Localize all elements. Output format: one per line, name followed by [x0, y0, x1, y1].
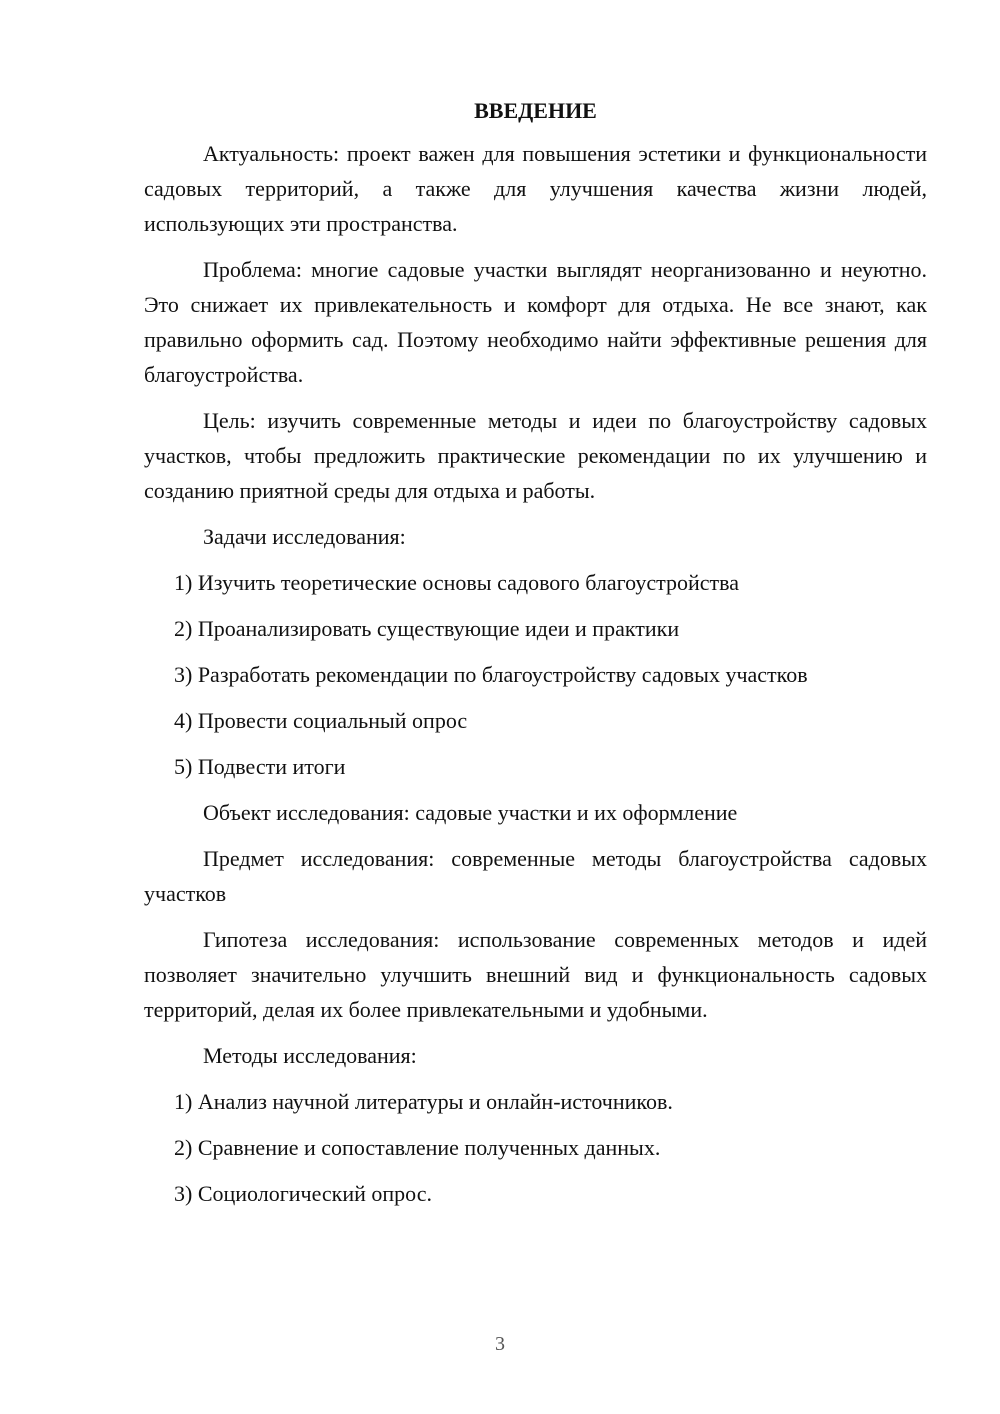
method-item-2: 2) Сравнение и сопоставление полученных данных.	[174, 1135, 661, 1160]
method-item-1: 1) Анализ научной литературы и онлайн-источников.	[174, 1089, 673, 1114]
task-item-5: 5) Подвести итоги	[174, 754, 346, 779]
page-number: 3	[495, 1333, 505, 1355]
methods-heading: Методы исследования:	[203, 1043, 417, 1068]
method-item-3: 3) Социологический опрос.	[174, 1181, 432, 1206]
paragraph-goal: Цель: изучить современные методы и идеи по благоустройству садовых участков, чтобы предложить практические рекомендации по их улучшению и созданию приятной среды для отдыха и работы.	[144, 408, 927, 503]
paragraph-object: Объект исследования: садовые участки и их оформление	[203, 800, 738, 825]
paragraph-problem: Проблема: многие садовые участки выглядят неорганизованно и неуютно. Это снижает их привлекательность и комфорт для отдыха. Не все знают, как правильно оформить сад. Поэтому необходимо найти эффективные решения для благоустройства.	[144, 257, 927, 387]
task-item-1: 1) Изучить теоретические основы садового благоустройства	[174, 570, 739, 595]
tasks-heading: Задачи исследования:	[203, 524, 406, 549]
task-item-4: 4) Провести социальный опрос	[174, 708, 468, 733]
task-item-3: 3) Разработать рекомендации по благоустройству садовых участков	[174, 662, 808, 687]
task-item-2: 2) Проанализировать существующие идеи и практики	[174, 616, 680, 641]
section-title: ВВЕДЕНИЕ	[474, 98, 597, 123]
document-page	[144, 96, 927, 1222]
paragraph-hypothesis: Гипотеза исследования: использование современных методов и идей позволяет значительно улучшить внешний вид и функциональность садовых территорий, делая их более привлекательными и удобными.	[144, 927, 927, 1022]
paragraph-relevance: Актуальность: проект важен для повышения эстетики и функциональности садовых территорий, а также для улучшения качества жизни людей, использующих эти пространства.	[144, 141, 927, 236]
paragraph-subject: Предмет исследования: современные методы благоустройства садовых участков	[144, 846, 927, 906]
